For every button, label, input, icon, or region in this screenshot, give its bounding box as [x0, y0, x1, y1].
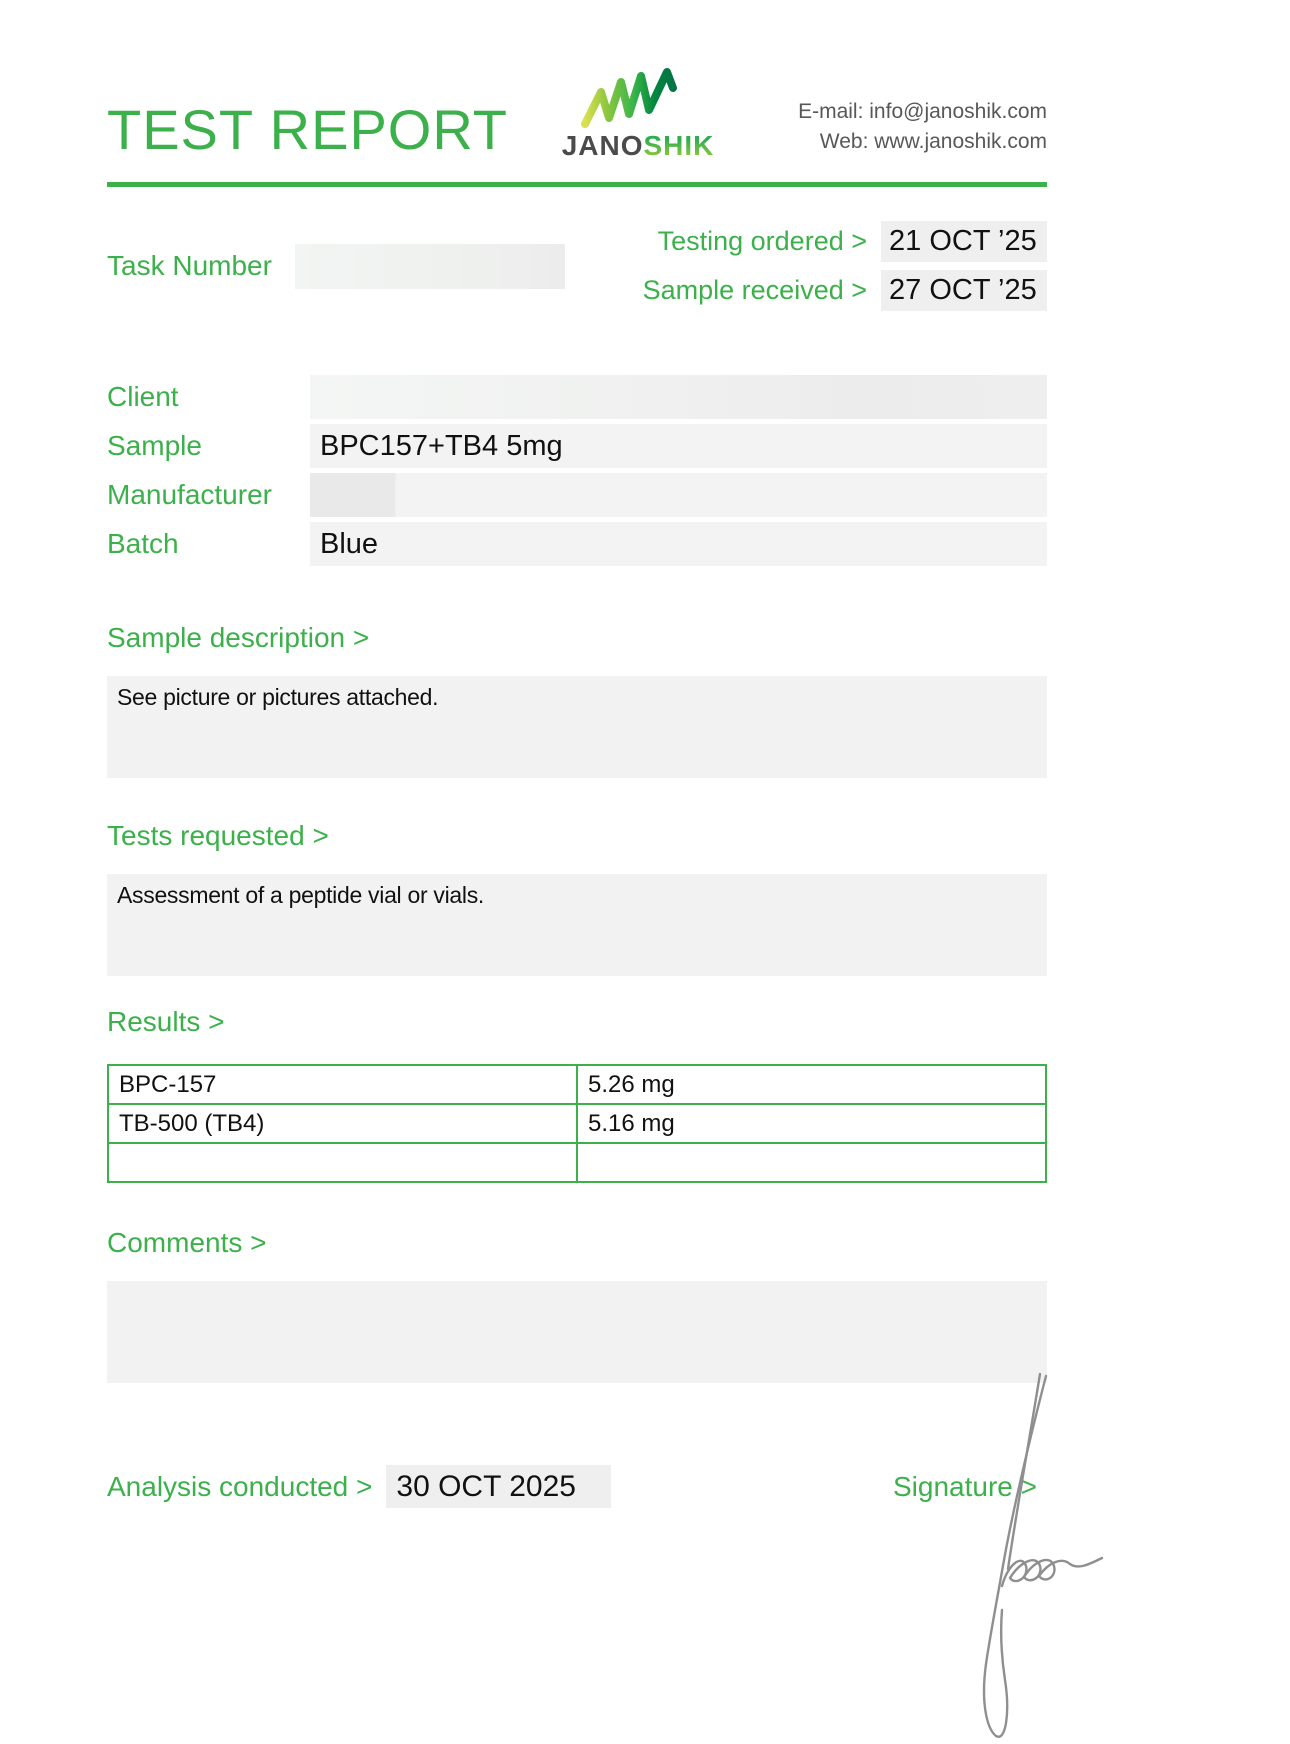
analysis-conducted-label: Analysis conducted >	[107, 1470, 373, 1502]
results-section	[107, 1006, 1047, 1183]
result-amount: 5.16 mg	[577, 1104, 1046, 1143]
task-number-label: Task Number	[107, 250, 272, 281]
results-table	[107, 1064, 1047, 1183]
result-amount: 5.26 mg	[577, 1065, 1046, 1104]
table-row	[108, 1065, 1046, 1104]
tests-requested-section	[107, 820, 1047, 976]
chart-peaks-icon	[577, 64, 699, 130]
signature-label: Signature >	[893, 1470, 1037, 1502]
contact-email: E-mail: info@janoshik.com	[798, 100, 1047, 124]
header	[107, 0, 1047, 160]
result-analyte: BPC-157	[108, 1065, 577, 1104]
analysis-conducted-value: 30 OCT 2025	[386, 1465, 611, 1508]
testing-ordered-row	[658, 221, 1047, 262]
sample-value: BPC157+TB4 5mg	[310, 424, 1047, 468]
table-row	[108, 1104, 1046, 1143]
result-amount	[577, 1143, 1046, 1182]
manufacturer-row	[107, 473, 1047, 517]
footer	[107, 1465, 1047, 1508]
logo-wordmark	[562, 132, 715, 160]
comments-section	[107, 1227, 1047, 1383]
header-divider	[107, 182, 1047, 187]
manufacturer-label: Manufacturer	[107, 479, 272, 510]
manufacturer-value-redacted	[310, 473, 1047, 517]
client-label: Client	[107, 381, 179, 412]
tests-requested-body: Assessment of a peptide vial or vials.	[107, 874, 1047, 976]
client-value-redacted	[310, 375, 1047, 419]
signature-image	[950, 1364, 1150, 1744]
result-analyte: TB-500 (TB4)	[108, 1104, 577, 1143]
task-number-row	[107, 221, 565, 311]
testing-ordered-label: Testing ordered >	[657, 226, 867, 256]
sample-row	[107, 424, 1047, 468]
sample-description-heading: Sample description >	[107, 622, 370, 653]
client-row	[107, 375, 1047, 419]
dates-block	[643, 221, 1047, 311]
sample-info-section	[107, 375, 1047, 566]
sample-received-label: Sample received >	[642, 275, 867, 305]
results-heading: Results >	[107, 1006, 225, 1037]
batch-value: Blue	[310, 522, 1047, 566]
sample-description-body: See picture or pictures attached.	[107, 676, 1047, 778]
comments-body	[107, 1281, 1047, 1383]
comments-heading: Comments >	[107, 1227, 267, 1258]
tests-requested-heading: Tests requested >	[107, 820, 329, 851]
contact-info	[798, 97, 1047, 160]
batch-row	[107, 522, 1047, 566]
logo-part-shik: SHIK	[643, 130, 715, 161]
meta-section	[107, 221, 1047, 311]
result-analyte	[108, 1143, 577, 1182]
table-row	[108, 1143, 1046, 1182]
sample-received-value: 27 OCT ’25	[881, 270, 1047, 311]
sample-received-row	[643, 270, 1047, 311]
sample-description-section	[107, 622, 1047, 778]
sample-label: Sample	[107, 430, 202, 461]
logo-part-jano: JANO	[561, 130, 644, 161]
janoshik-logo	[562, 64, 715, 160]
task-number-redacted	[295, 244, 565, 289]
testing-ordered-value: 21 OCT ’25	[881, 221, 1047, 262]
page-title: TEST REPORT	[107, 98, 509, 161]
contact-web: Web: www.janoshik.com	[819, 129, 1047, 153]
batch-label: Batch	[107, 528, 179, 559]
